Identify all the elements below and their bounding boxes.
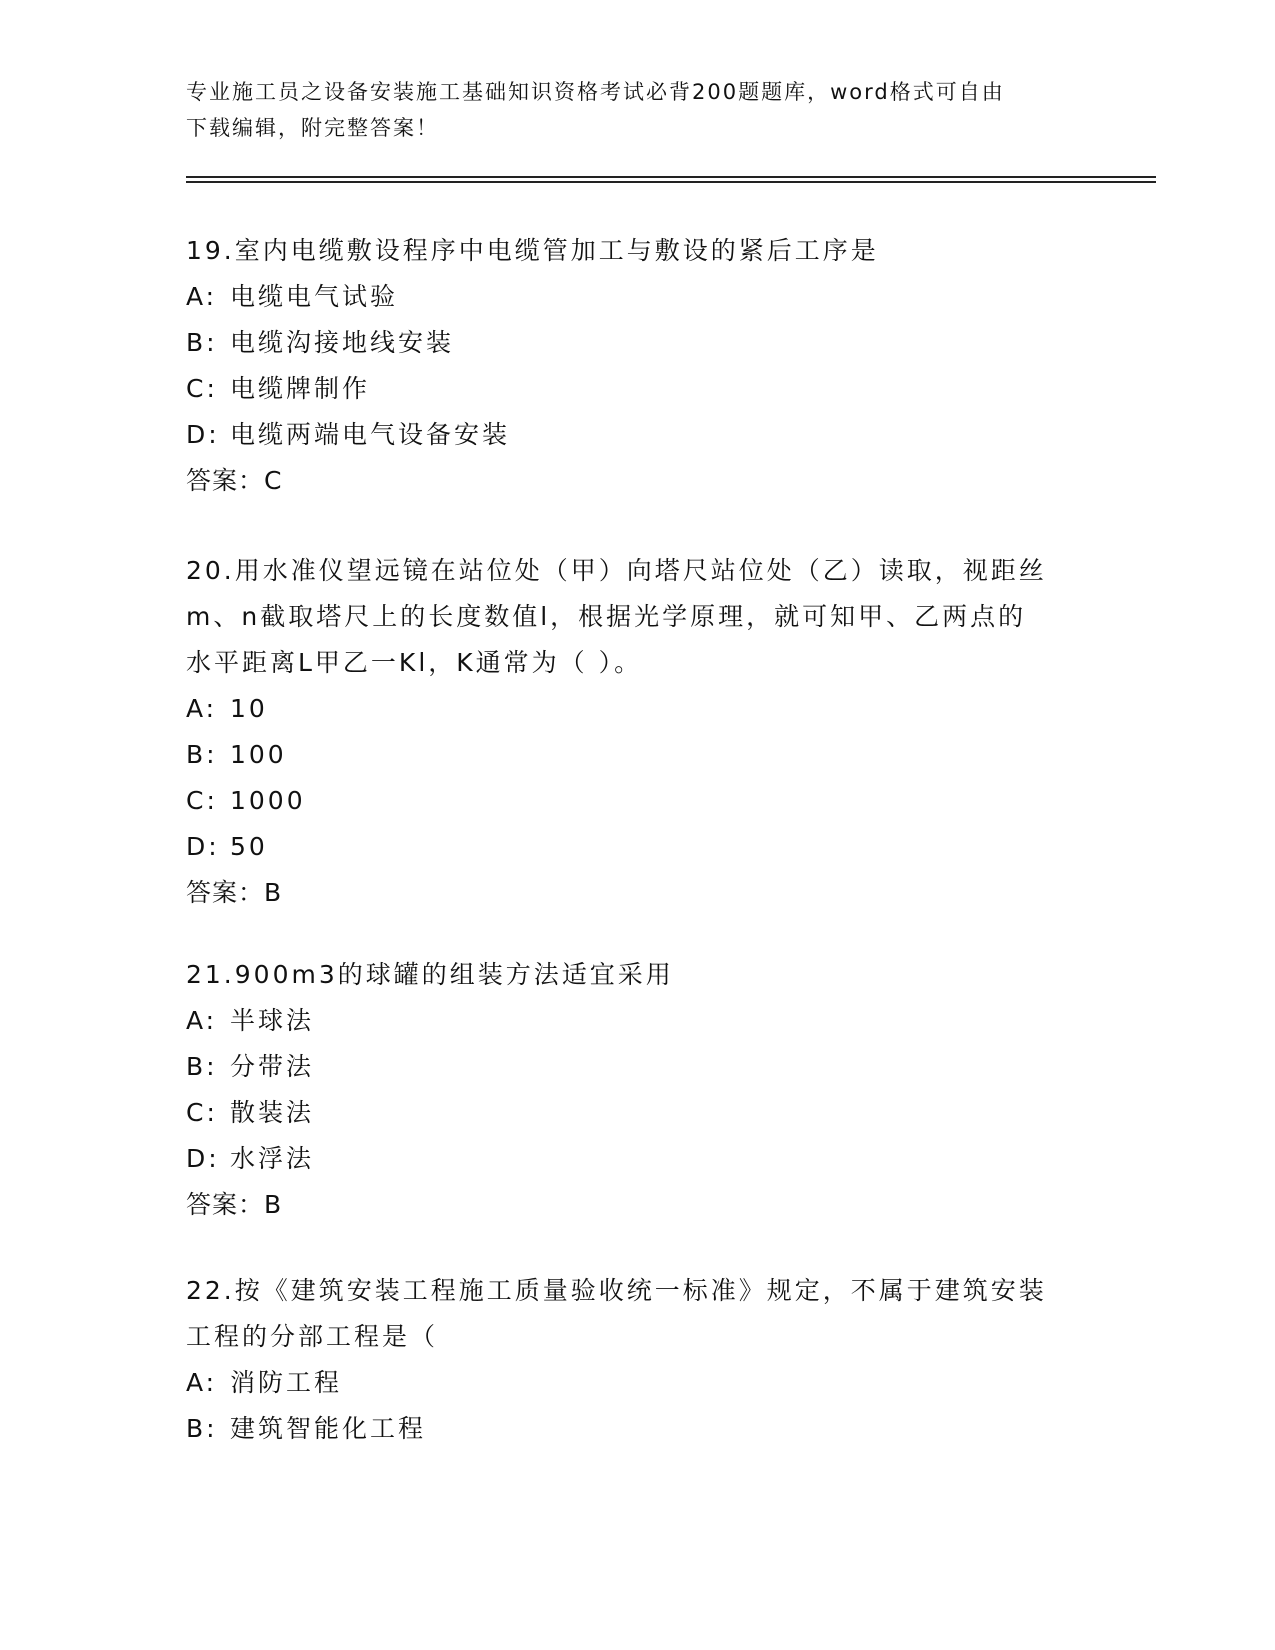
option-key: B: <box>186 328 218 357</box>
question-text-line-1: 22.按《建筑安装工程施工质量验收统一标准》规定，不属于建筑安装 <box>186 1276 1047 1305</box>
option-text: 电缆两端电气设备安装 <box>230 420 511 449</box>
header-divider-bottom <box>186 181 1156 183</box>
option-key: D: <box>186 832 220 861</box>
option-d <box>186 824 1086 870</box>
option-b <box>186 1044 1086 1090</box>
header-divider-top <box>186 176 1156 178</box>
question-19 <box>186 228 1086 504</box>
option-key: A: <box>186 1006 218 1035</box>
question-text-line-1: 20.用水准仪望远镜在站位处（甲）向塔尺站位处（乙）读取，视距丝 <box>186 556 1047 585</box>
option-a <box>186 1360 1086 1406</box>
answer-line: 答案：C <box>186 466 283 495</box>
question-21 <box>186 952 1086 1228</box>
question-text-line-2: m、n截取塔尺上的长度数值l，根据光学原理，就可知甲、乙两点的 <box>186 602 1027 631</box>
option-text: 水浮法 <box>230 1144 315 1173</box>
option-text: 1000 <box>230 786 306 815</box>
option-text: 散装法 <box>230 1098 315 1127</box>
option-key: D: <box>186 1144 220 1173</box>
option-text: 分带法 <box>230 1052 315 1081</box>
option-text: 电缆电气试验 <box>230 282 399 311</box>
question-text: 21.900m3的球罐的组装方法适宜采用 <box>186 960 674 989</box>
option-text: 电缆沟接地线安装 <box>230 328 455 357</box>
option-text: 50 <box>230 832 268 861</box>
document-header <box>186 74 1066 146</box>
option-key: C: <box>186 786 218 815</box>
option-key: A: <box>186 282 218 311</box>
option-key: A: <box>186 694 218 723</box>
option-c <box>186 778 1086 824</box>
option-text: 建筑智能化工程 <box>230 1414 427 1443</box>
option-key: B: <box>186 740 218 769</box>
answer-line: 答案：B <box>186 1190 283 1219</box>
header-line-2: 下载编辑，附完整答案！ <box>186 116 439 140</box>
option-key: C: <box>186 1098 218 1127</box>
option-key: C: <box>186 374 218 403</box>
option-a <box>186 998 1086 1044</box>
answer-line: 答案：B <box>186 878 283 907</box>
question-text-line-2: 工程的分部工程是（ <box>186 1322 439 1351</box>
question-text-line-3: 水平距离L甲乙一Kl，K通常为（ ）。 <box>186 648 643 677</box>
option-d <box>186 412 1086 458</box>
option-b <box>186 1406 1086 1452</box>
option-a <box>186 274 1086 320</box>
option-d <box>186 1136 1086 1182</box>
option-b <box>186 320 1086 366</box>
option-text: 电缆牌制作 <box>230 374 371 403</box>
option-key: B: <box>186 1414 218 1443</box>
option-a <box>186 686 1086 732</box>
option-b <box>186 732 1086 778</box>
option-key: D: <box>186 420 220 449</box>
question-20 <box>186 548 1086 916</box>
option-text: 消防工程 <box>230 1368 343 1397</box>
option-c <box>186 1090 1086 1136</box>
option-text: 10 <box>230 694 268 723</box>
option-key: A: <box>186 1368 218 1397</box>
question-text: 19.室内电缆敷设程序中电缆管加工与敷设的紧后工序是 <box>186 236 879 265</box>
option-c <box>186 366 1086 412</box>
header-line-1: 专业施工员之设备安装施工基础知识资格考试必背200题题库，word格式可自由 <box>186 80 1005 104</box>
option-text: 100 <box>230 740 287 769</box>
option-text: 半球法 <box>230 1006 315 1035</box>
option-key: B: <box>186 1052 218 1081</box>
question-22 <box>186 1268 1086 1452</box>
